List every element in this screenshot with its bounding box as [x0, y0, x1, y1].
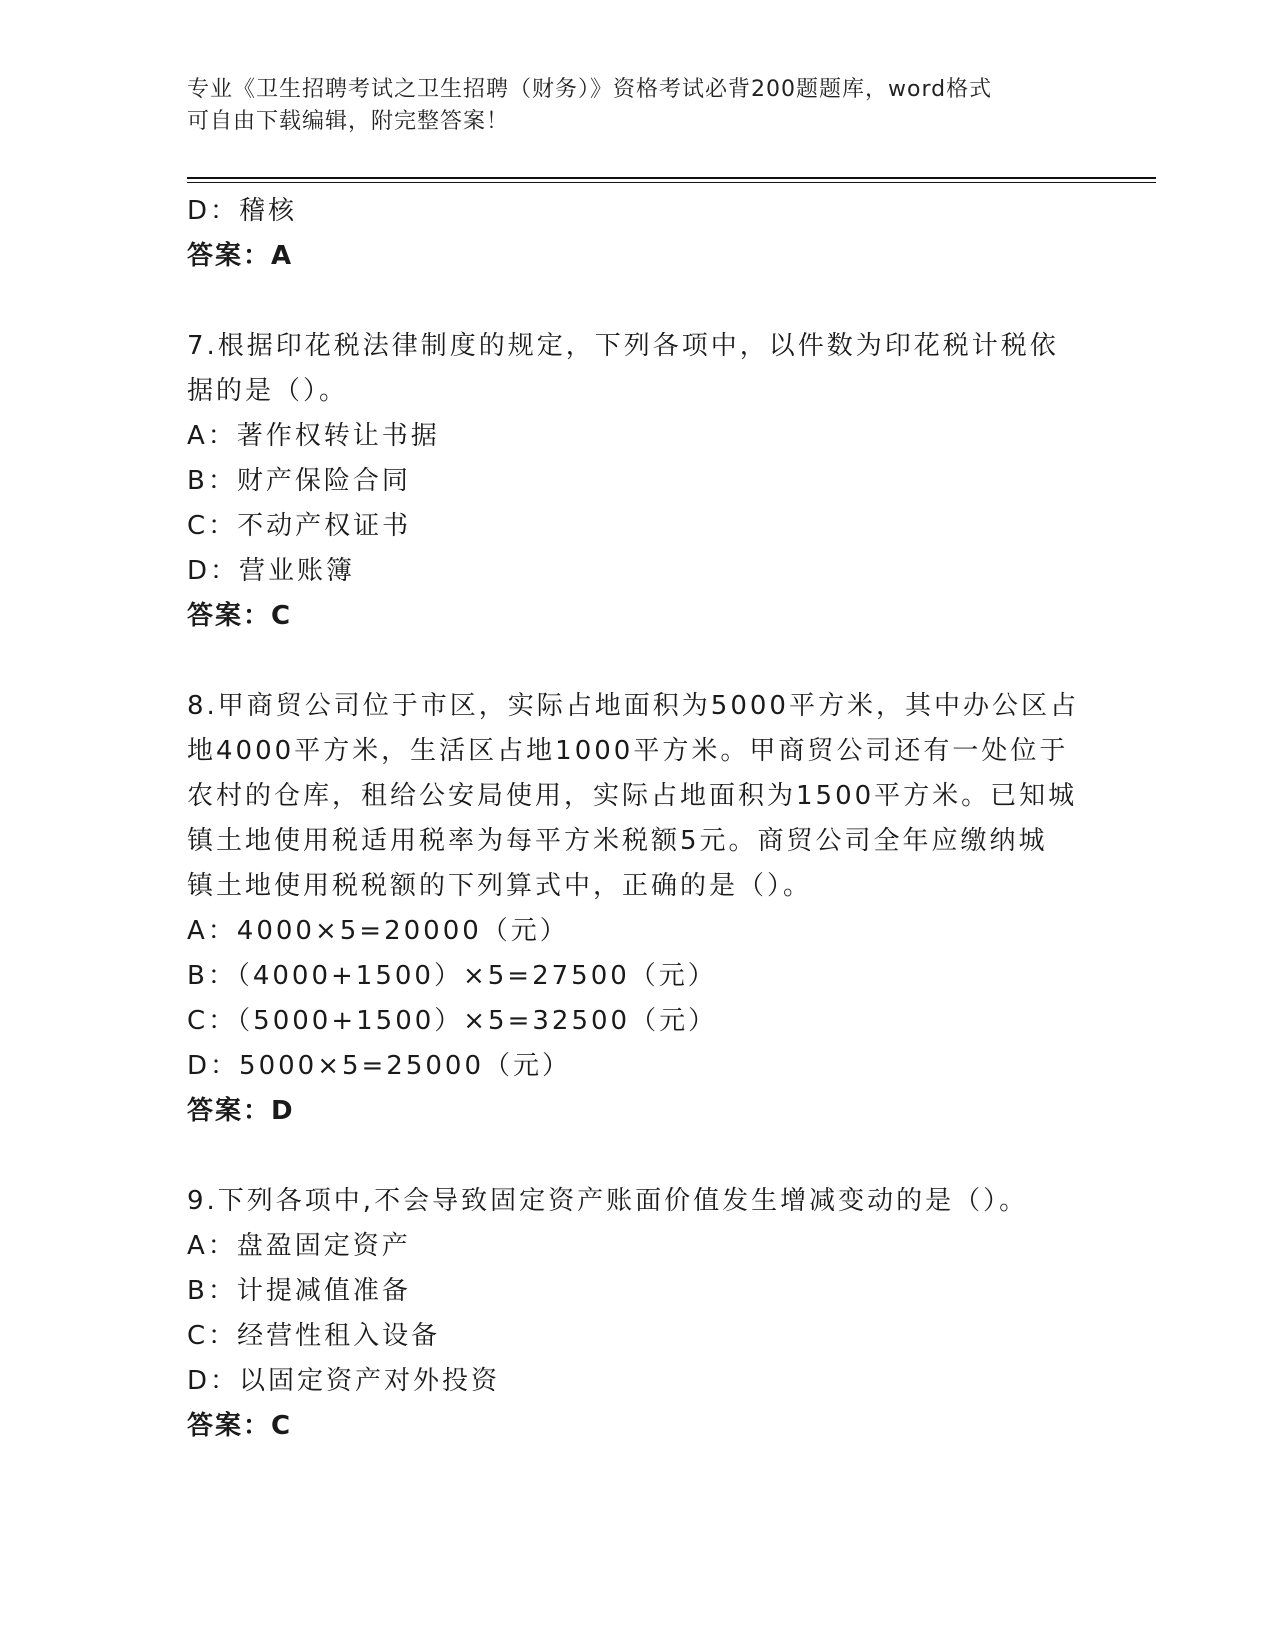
question-7-answer: 答案：C [187, 601, 293, 631]
question-9 [187, 1179, 1087, 1449]
question-8 [187, 684, 1087, 1134]
question-9-option-d: D：以固定资产对外投资 [187, 1366, 501, 1396]
prev-question-option-d: D：稽核 [187, 196, 298, 226]
question-9-option-c: C：经营性租入设备 [187, 1321, 441, 1351]
question-7-text-line-2: 据的是（）。 [187, 376, 349, 406]
question-8-text-line-1: 8.甲商贸公司位于市区，实际占地面积为5000平方米，其中办公区占 [187, 691, 1079, 721]
spacer [187, 1134, 1087, 1179]
header-divider [187, 177, 1156, 183]
question-8-text-line-5: 镇土地使用税税额的下列算式中，正确的是（）。 [187, 871, 813, 901]
question-7-option-b: B：财产保险合同 [187, 466, 411, 496]
question-7-option-a: A：著作权转让书据 [187, 421, 440, 451]
question-9-text-line-1: 9.下列各项中,不会导致固定资产账面价值发生增减变动的是（）。 [187, 1186, 1029, 1216]
question-8-answer: 答案：D [187, 1096, 295, 1126]
question-content [187, 189, 1087, 1449]
spacer [187, 279, 1087, 324]
question-8-option-c: C：（5000+1500）×5=32500（元） [187, 1006, 718, 1036]
question-8-text-line-4: 镇土地使用税适用税率为每平方米税额5元。商贸公司全年应缴纳城 [187, 826, 1048, 856]
question-9-option-a: A：盘盈固定资产 [187, 1231, 411, 1261]
question-8-text-line-2: 地4000平方米，生活区占地1000平方米。甲商贸公司还有一处位于 [187, 736, 1069, 766]
page-header [187, 74, 1067, 138]
question-8-text-line-3: 农村的仓库，租给公安局使用，实际占地面积为1500平方米。已知城 [187, 781, 1078, 811]
question-7-text-line-1: 7.根据印花税法律制度的规定，下列各项中，以件数为印花税计税依 [187, 331, 1059, 361]
question-8-option-a: A：4000×5=20000（元） [187, 916, 569, 946]
question-8-option-b: B：（4000+1500）×5=27500（元） [187, 961, 717, 991]
question-7-option-d: D：营业账簿 [187, 556, 356, 586]
question-7-option-c: C：不动产权证书 [187, 511, 412, 541]
spacer [187, 639, 1087, 684]
prev-question-answer: 答案：A [187, 241, 294, 271]
question-8-option-d: D：5000×5=25000（元） [187, 1051, 572, 1081]
question-9-answer: 答案：C [187, 1411, 293, 1441]
question-7 [187, 324, 1087, 639]
header-line-2: 可自由下载编辑，附完整答案！ [187, 109, 510, 134]
header-line-1: 专业《卫生招聘考试之卫生招聘（财务）》资格考试必背200题题库，word格式 [187, 77, 993, 102]
question-9-option-b: B：计提减值准备 [187, 1276, 411, 1306]
